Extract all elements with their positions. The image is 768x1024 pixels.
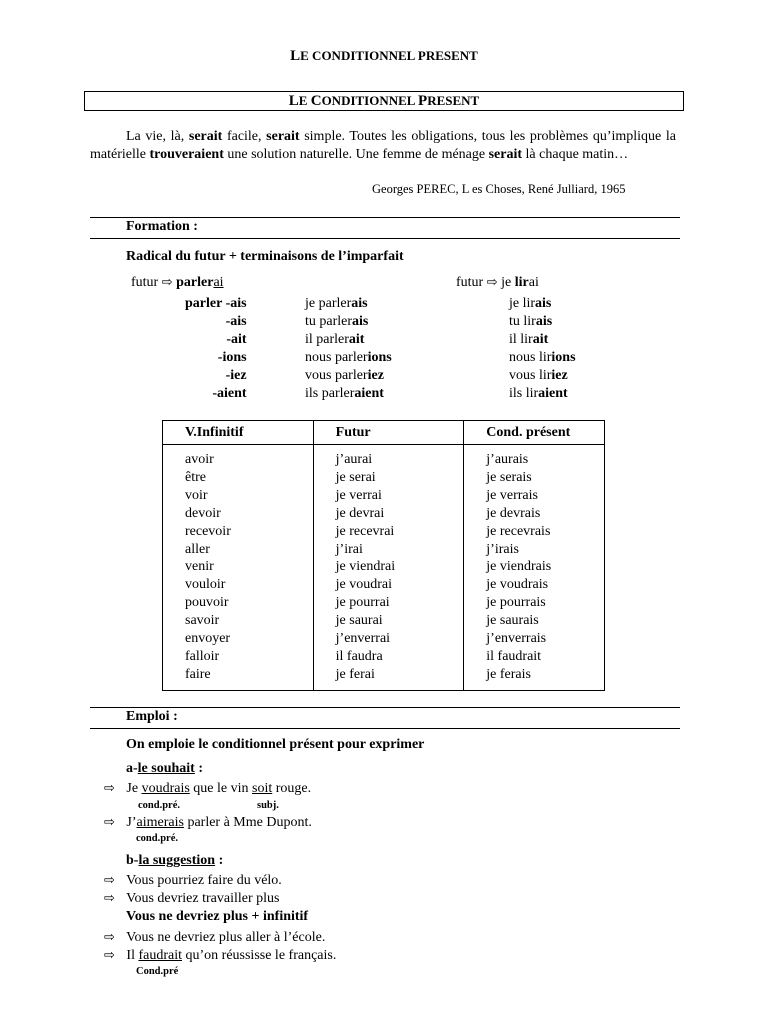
formation-rule: Radical du futur + terminaisons de l’imparfait xyxy=(126,249,404,264)
example-suggestion-2 xyxy=(104,891,279,907)
example-souhait-1 xyxy=(104,781,311,797)
note-cond-pre: Cond.pré xyxy=(136,966,179,977)
table-cell: je pourrai xyxy=(335,595,390,611)
arrow-right-icon: ⇨ xyxy=(104,873,115,888)
table-cell: je voudrai xyxy=(335,577,393,593)
futur-example-parler xyxy=(131,275,224,291)
table-cell: j’aurai xyxy=(335,452,373,467)
table-cell: je viendrai xyxy=(335,559,396,575)
intro-text-4: une solution naturelle. Une femme de ménage xyxy=(223,147,489,162)
ending-item: -iez xyxy=(225,368,247,383)
table-row xyxy=(163,445,605,691)
title-part-2: ONDITIONNEL xyxy=(321,93,419,108)
table-cell: falloir xyxy=(185,648,220,664)
arrow-right-icon: ⇨ xyxy=(104,930,115,945)
conj-ending: iez xyxy=(367,368,384,383)
table-cell: j’irai xyxy=(335,541,363,557)
table-cell: j’enverrais xyxy=(486,631,547,647)
emploi-rule-top xyxy=(90,707,680,708)
lire-conjugation xyxy=(509,295,576,403)
table-header-row xyxy=(163,421,605,445)
example-underlined: voudrais xyxy=(141,781,190,796)
conj-ending: aient xyxy=(354,386,384,401)
table-cell: je verrais xyxy=(486,487,538,503)
table-cell: vouloir xyxy=(185,577,226,593)
suggestion-suffix: : xyxy=(215,853,224,868)
suggestion-heading xyxy=(126,853,223,869)
example-underlined: faudrait xyxy=(138,948,182,963)
conj-ending: ais xyxy=(351,296,368,311)
conjugation-line xyxy=(305,331,392,349)
souhait-label: le souhait xyxy=(137,761,195,776)
table-cell: je serais xyxy=(486,469,532,485)
table-cell: je saurais xyxy=(486,613,539,629)
emploi-rule-bottom xyxy=(90,728,680,729)
parler-conjugation xyxy=(305,295,392,403)
table-cell: il faudra xyxy=(335,648,383,664)
intro-bold-2: serait xyxy=(266,129,300,144)
intro-text-5: là chaque matin… xyxy=(522,147,629,162)
conjugation-line xyxy=(509,313,576,331)
conj-ending: ais xyxy=(535,296,552,311)
example-suggestion-4 xyxy=(104,948,336,964)
table-cell: j’irais xyxy=(486,541,519,557)
intro-bold-3: trouveraient xyxy=(149,147,224,162)
formation-rule-bottom xyxy=(90,238,680,239)
table-cell: recevoir xyxy=(185,523,231,539)
table-cell: je recevrai xyxy=(335,523,395,539)
intro-paragraph xyxy=(90,128,676,164)
conjugation-line xyxy=(305,313,392,331)
infinitif-column xyxy=(163,445,314,691)
title-cap-2: C xyxy=(310,93,322,109)
verb-table xyxy=(162,420,605,691)
conj-ending: iez xyxy=(551,368,568,383)
intro-text-2: facile, xyxy=(222,129,267,144)
example-underlined: aimerais xyxy=(136,815,184,830)
column-header-futur: Futur xyxy=(313,421,464,445)
table-cell: je ferais xyxy=(486,666,531,682)
conj-stem: vous lir xyxy=(509,368,552,383)
arrow-right-icon: ⇨ xyxy=(104,891,115,906)
souhait-prefix: a- xyxy=(126,761,138,776)
table-cell: je viendrais xyxy=(486,559,552,575)
intro-bold-4: serait xyxy=(488,147,523,162)
example-suggestion-3 xyxy=(104,930,325,946)
parler-ending: ai xyxy=(213,275,224,290)
ending-item: -ais xyxy=(225,314,247,329)
example-souhait-2 xyxy=(104,815,312,831)
example-underlined: soit xyxy=(252,781,273,796)
example-text: rouge. xyxy=(272,781,312,796)
intro-text-3: simple. Toutes les obligations, tous les problèmes qu’implique la matérielle xyxy=(90,129,676,162)
conj-stem: il parler xyxy=(305,332,349,347)
table-cell: devoir xyxy=(185,505,221,521)
table-cell: pouvoir xyxy=(185,595,229,611)
example-text: que le vin xyxy=(189,781,253,796)
table-cell: je saurai xyxy=(335,613,383,629)
conj-stem: je parler xyxy=(305,296,352,311)
conj-stem: nous lir xyxy=(509,350,552,365)
example-text: Vous devriez travailler plus xyxy=(122,891,280,906)
conj-stem: ils parler xyxy=(305,386,355,401)
example-text: parler à Mme Dupont. xyxy=(183,815,312,830)
lire-ending: ai xyxy=(528,275,539,290)
conj-ending: aient xyxy=(538,386,568,401)
conj-stem: je lir xyxy=(509,296,536,311)
futur-example-lire xyxy=(456,275,539,291)
boxed-title xyxy=(84,91,684,111)
conjugation-line xyxy=(305,349,392,367)
ending-item: parler -ais xyxy=(185,296,247,311)
arrow-right-icon: ⇨ xyxy=(104,781,115,796)
note-cond-pre: cond.pré. xyxy=(138,800,180,811)
parler-stem: parler xyxy=(172,275,214,290)
conjugation-line xyxy=(305,295,392,313)
table-cell: je devrai xyxy=(335,505,385,521)
futur-label: futur xyxy=(456,275,487,290)
formation-rule-top xyxy=(90,217,680,218)
suggestion-label: la suggestion xyxy=(138,853,216,868)
futur-label: futur xyxy=(131,275,162,290)
table-cell: venir xyxy=(185,559,214,575)
arrow-right-icon: ⇨ xyxy=(161,275,173,290)
example-text: Je xyxy=(122,781,142,796)
formation-heading: Formation : xyxy=(126,219,198,234)
table-cell: j’aurais xyxy=(486,452,529,467)
conjugation-line xyxy=(509,331,576,349)
example-text: qu’on réussisse le français. xyxy=(182,948,337,963)
note-cond-pre: cond.pré. xyxy=(136,833,178,844)
conj-stem: tu parler xyxy=(305,314,353,329)
arrow-right-icon: ⇨ xyxy=(104,948,115,963)
conjugation-line xyxy=(509,367,576,385)
note-subj: subj. xyxy=(257,800,279,811)
suggestion-prefix: b- xyxy=(126,853,139,868)
table-cell: je pourrais xyxy=(486,595,546,611)
intro-text-1: La vie, là, xyxy=(126,129,189,144)
ending-item: -ait xyxy=(226,332,247,347)
rule-ne-devriez-plus: Vous ne devriez plus + infinitif xyxy=(126,909,309,924)
table-cell: j’enverrai xyxy=(335,631,391,647)
example-text: Vous ne devriez plus aller à l’école. xyxy=(122,930,326,945)
table-cell: voir xyxy=(185,487,208,503)
conj-stem: ils lir xyxy=(509,386,539,401)
emploi-heading: Emploi : xyxy=(126,709,178,724)
souhait-suffix: : xyxy=(194,761,204,776)
example-text: Vous pourriez faire du vélo. xyxy=(122,873,282,888)
header-rest: E CONDITIONNEL PRESENT xyxy=(300,48,478,63)
ending-item: -aient xyxy=(212,386,247,401)
conj-stem: tu lir xyxy=(509,314,536,329)
table-cell: envoyer xyxy=(185,631,231,647)
arrow-right-icon: ⇨ xyxy=(104,815,115,830)
je-label: je xyxy=(497,275,515,290)
conjugation-line xyxy=(509,349,576,367)
table-cell: je voudrais xyxy=(486,577,549,593)
emploi-intro: On emploie le conditionnel présent pour exprimer xyxy=(126,737,425,752)
cond-present-column xyxy=(464,445,605,691)
conjugation-line xyxy=(509,295,576,313)
conjugation-line xyxy=(509,385,576,403)
title-cap-1: L xyxy=(288,93,299,109)
citation: Georges PEREC, L es Choses, René Julliard, 1965 xyxy=(372,182,626,196)
table-cell: être xyxy=(185,469,206,485)
conjugation-line xyxy=(305,367,392,385)
header-cap: L xyxy=(290,48,301,64)
conj-ending: ais xyxy=(352,314,369,329)
conj-ending: ions xyxy=(551,350,576,365)
title-part-1: E xyxy=(298,93,311,108)
conj-ending: ions xyxy=(367,350,392,365)
table-cell: je serai xyxy=(335,469,376,485)
conj-ending: ait xyxy=(348,332,365,347)
conjugation-line xyxy=(305,385,392,403)
futur-column xyxy=(313,445,464,691)
conj-ending: ait xyxy=(532,332,549,347)
table-cell: aller xyxy=(185,541,210,557)
lire-stem: lir xyxy=(514,275,529,290)
table-cell: je verrai xyxy=(335,487,382,503)
table-cell: je ferai xyxy=(335,666,375,682)
table-cell: avoir xyxy=(185,452,214,467)
example-suggestion-1 xyxy=(104,873,282,889)
page-header xyxy=(0,48,768,65)
example-text: J’ xyxy=(122,815,137,830)
intro-bold-1: serait xyxy=(188,129,223,144)
ending-item: -ions xyxy=(217,350,247,365)
endings-list xyxy=(185,295,247,403)
table-cell: savoir xyxy=(185,613,220,629)
conj-stem: il lir xyxy=(509,332,533,347)
arrow-right-icon: ⇨ xyxy=(486,275,498,290)
table-cell: je recevrais xyxy=(486,523,551,539)
column-header-infinitif: V.Infinitif xyxy=(163,421,314,445)
souhait-heading xyxy=(126,761,203,777)
example-text: Il xyxy=(122,948,139,963)
title-part-3: RESENT xyxy=(427,93,480,108)
table-cell: je devrais xyxy=(486,505,541,521)
conj-stem: nous parler xyxy=(305,350,368,365)
table-cell: il faudrait xyxy=(486,648,542,664)
column-header-cond-present: Cond. présent xyxy=(464,421,605,445)
title-cap-3: P xyxy=(418,93,428,109)
conj-stem: vous parler xyxy=(305,368,368,383)
conj-ending: ais xyxy=(535,314,553,329)
table-cell: faire xyxy=(185,666,211,682)
